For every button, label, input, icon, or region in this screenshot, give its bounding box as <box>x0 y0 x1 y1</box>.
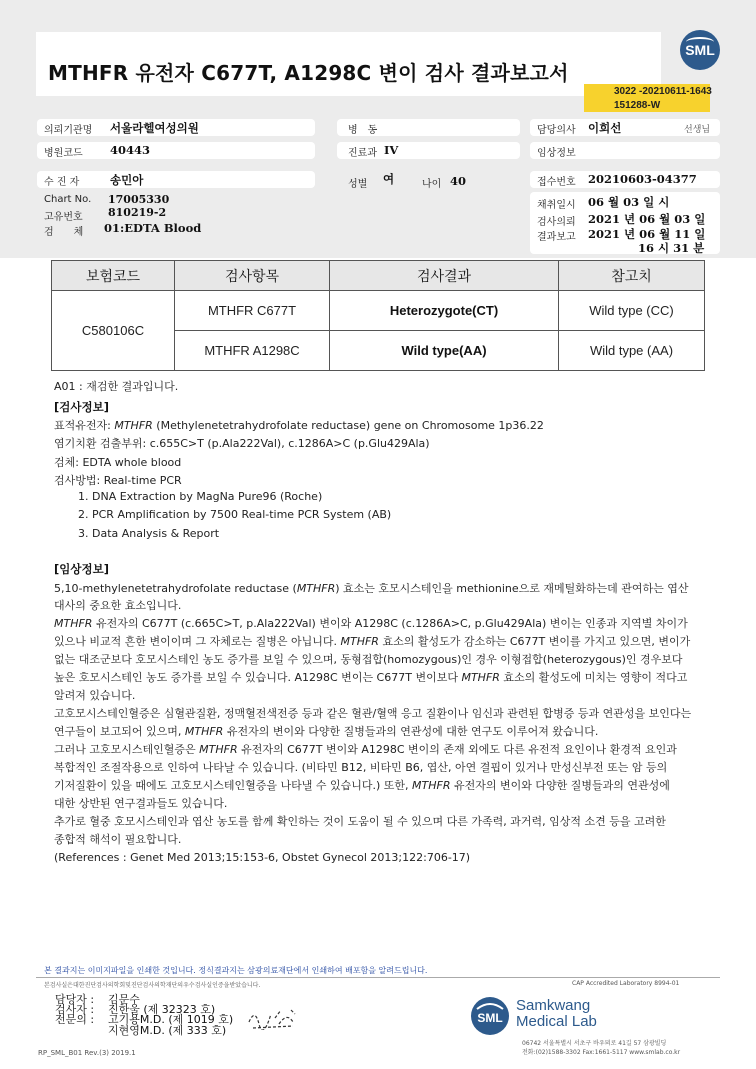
brand-line: Medical Lab <box>516 1013 597 1030</box>
paragraph-line <box>54 580 689 596</box>
responsible-name: 김문수 <box>108 993 140 1006</box>
hospital-code-label: 병원코드 <box>44 148 83 159</box>
section-test-info: [검사정보] <box>54 400 109 414</box>
chart-number: 17005330 <box>108 193 170 206</box>
paragraph-line <box>54 669 687 685</box>
text: 5,10-methylenetetrahydrofolate reductase ( <box>54 582 297 595</box>
specimen-value: 01:EDTA Blood <box>104 221 202 235</box>
results-table <box>51 260 705 371</box>
paragraph-line <box>54 723 598 739</box>
detection-site-line: 염기치환 검출부위: c.655C>T (p.Ala222Val), c.1286A>C (p.Glu429Ala) <box>54 437 430 450</box>
insurance-code: C580106C <box>52 291 175 371</box>
paragraph-line <box>54 633 690 649</box>
patient-label: 수 진 자 <box>44 177 80 188</box>
clinical-label: 임상정보 <box>537 148 576 159</box>
dept-value: IV <box>384 143 399 157</box>
text: ) 효소는 호모시스테인을 methionine으로 재메틸화하는데 관여하는 엽산 <box>335 582 689 595</box>
logo-text: SML <box>685 42 715 58</box>
receipt-number: 20210603-04377 <box>588 172 697 186</box>
paragraph-line: 추가로 혈중 호모시스테인과 엽산 농도를 함께 확인하는 것이 도움이 될 수 있으며 다른 가족력, 과거력, 임상적 소견 등을 고려한 <box>54 815 666 828</box>
report-date: 2021 년 06 월 11 일 <box>588 227 706 241</box>
test-result: Wild type(AA) <box>330 331 559 371</box>
hospital-code: 40443 <box>110 143 151 157</box>
gene-name: MTHFR <box>412 779 451 792</box>
text: (Methylenetetrahydrofolate reductase) gene on Chromosome 1p36.22 <box>152 419 544 432</box>
id-label: 고유번호 <box>44 212 83 223</box>
text: 유전자의 C677T (c.665C>T, p.Ala222Val) 변이와 A1298C (c.1286A>C, p.Glu429Ala) 변이는 인종과 지역별 차이가 <box>92 617 688 630</box>
report-code-line2: 151288-W <box>614 100 661 111</box>
text: 유전자의 C677T 변이와 A1298C 변이의 존재 외에도 다른 유전적 요인이나 환경적 요인과 <box>237 743 677 756</box>
svg-text:SML: SML <box>477 1011 503 1025</box>
text: 유전자의 변이와 다양한 질병들과의 연관성에 <box>450 779 670 792</box>
report-title: MTHFR 유전자 C677T, A1298C 변이 검사 결과보고서 <box>48 61 569 85</box>
text: 높은 호모시스테인 농도 증가를 보일 수 있습니다. A1298C 변이는 C677T 변이보다 <box>54 671 462 684</box>
hospital-name: 서울라헬여성의원 <box>110 121 199 135</box>
text: 있으나 비교적 흔한 변이이며 그 자체로는 질병은 아닙니다. <box>54 635 341 648</box>
method-step: 2. PCR Amplification by 7500 Real-time PCR System (AB) <box>78 508 392 521</box>
header-reference: 참고치 <box>559 261 705 291</box>
hospital-label: 의뢰기관명 <box>44 125 93 136</box>
paragraph-line: 대한 상반된 연구결과들도 있습니다. <box>54 797 228 810</box>
doctor-label: 담당의사 <box>537 125 576 136</box>
gene-name: MTHFR <box>461 671 500 684</box>
gene-name: MTHFR <box>199 743 238 756</box>
contact-line: 전화:(02)1588-3302 Fax:1661-5117 www.smlab.co.kr <box>522 1049 681 1056</box>
sml-logo <box>680 30 720 70</box>
header-test-item: 검사항목 <box>175 261 330 291</box>
reference-value: Wild type (CC) <box>559 291 705 331</box>
collect-label: 채취일시 <box>537 200 576 211</box>
report-code-line1: 3022 -20210611-1643 <box>614 86 712 97</box>
certification-note: 본검사실은대한진단검사의학회및진단검사의학재단의우수검사실인증을받았습니다. <box>44 982 261 989</box>
gene-name: MTHFR <box>184 725 224 738</box>
expert-2: 지현영M.D. (제 333 호) <box>108 1024 227 1037</box>
age-value: 40 <box>450 174 467 188</box>
sex-label: 성별 <box>348 179 368 190</box>
sex-value: 여 <box>383 172 395 186</box>
text: 효소의 활성도에 미치는 영향이 적다고 <box>499 671 688 684</box>
address-line: 06742 서울특별시 서초구 바우뫼로 41길 57 삼광빌딩 <box>522 1040 667 1047</box>
specimen-label: 검 체 <box>44 227 84 238</box>
tester-label: 검사자 : <box>55 1003 95 1016</box>
paragraph-line <box>54 777 670 793</box>
doctor-name: 이희선 <box>588 121 622 135</box>
age-label: 나이 <box>422 179 442 190</box>
report-time: 16 시 31 분 <box>638 241 705 255</box>
paragraph-line: 고호모시스테인혈증은 심혈관질환, 정맥혈전색전증 등과 같은 혈관/혈액 응고 질환이나 임신과 관련된 합병증 등과 연관성을 보인다는 <box>54 707 692 720</box>
brand-line: Samkwang <box>516 997 591 1014</box>
text: 연구들이 보고되어 있으며, <box>54 725 185 738</box>
text: 기저질환이 있을 때에도 고호모시스테인혈증을 나타낼 수 있습니다.) 또한, <box>54 779 413 792</box>
retest-note: A01 : 재검한 결과입니다. <box>54 380 179 393</box>
references: (References : Genet Med 2013;15:153-6, Obstet Gynecol 2013;122:706-17) <box>54 851 471 864</box>
gene-name: MTHFR <box>296 582 336 595</box>
paragraph-line: 대사의 중요한 효소입니다. <box>54 599 182 612</box>
reference-value: Wild type (AA) <box>559 331 705 371</box>
request-date: 2021 년 06 월 03 일 <box>588 212 706 226</box>
chart-label: Chart No. <box>44 194 92 205</box>
method-step: 1. DNA Extraction by MagNa Pure96 (Roche) <box>78 490 323 503</box>
paragraph-line: 없는 대조군보다 호모시스테인 농도 증가를 보일 수 있으며, 동형접합(homozygous)인 경우 이형접합(heterozygous)인 경우보다 <box>54 653 683 666</box>
section-clinical-info: [임상정보] <box>54 562 109 576</box>
method-line: 검사방법: Real-time PCR <box>54 474 182 487</box>
paragraph-line: 복합적인 조절작용으로 인하여 나타날 수 있습니다. (비타민 B12, 비타민 B6, 엽산, 아연 결핍이 있거나 만성신부전 또는 암 등의 <box>54 761 668 774</box>
header-test-result: 검사결과 <box>330 261 559 291</box>
print-notice: 본 결과지는 이미지파일을 인쇄한 것입니다. 정식결과지는 삼광의료재단에서 인쇄하여 배포함을 알려드립니다. <box>44 966 428 975</box>
test-result: Heterozygote(CT) <box>330 291 559 331</box>
text: 그러나 고호모시스테인혈증은 <box>54 743 200 756</box>
brand-name <box>516 998 597 1030</box>
sml-footer-logo <box>470 996 510 1036</box>
specimen-line: 검체: EDTA whole blood <box>54 456 182 469</box>
target-gene-line <box>54 417 544 433</box>
dept-label: 진료과 <box>348 148 377 159</box>
paragraph-line: 종합적 해석이 필요합니다. <box>54 833 182 846</box>
expert-1: 고기용M.D. (제 1019 호) <box>108 1013 234 1026</box>
header-insurance-code: 보험코드 <box>52 261 175 291</box>
text: 표적유전자: <box>54 419 115 432</box>
method-step: 3. Data Analysis & Report <box>78 527 220 540</box>
table-header-row <box>52 261 705 291</box>
gene-name: MTHFR <box>340 635 379 648</box>
paragraph-line <box>54 741 677 757</box>
table-row <box>52 291 705 331</box>
gene-name: MTHFR <box>114 419 153 432</box>
text: 효소의 활성도가 감소하는 C677T 변이를 가지고 있으면, 변이가 <box>378 635 691 648</box>
form-number: RP_SML_B01 Rev.(3) 2019.1 <box>38 1049 136 1057</box>
paragraph-line: 알려져 있습니다. <box>54 689 136 702</box>
report-label: 결과보고 <box>537 232 576 243</box>
tester-name: 진한울 (제 32323 호) <box>108 1003 216 1016</box>
ward-label: 병 동 <box>348 125 378 136</box>
request-label: 검사의뢰 <box>537 217 576 228</box>
signature-image <box>245 1004 305 1030</box>
doctor-suffix: 선생님 <box>684 125 711 135</box>
responsible-label: 담당자 : <box>55 993 95 1006</box>
cap-note: CAP Accredited Laboratory 8994-01 <box>572 980 680 987</box>
patient-name: 송민아 <box>110 173 144 187</box>
test-item: MTHFR C677T <box>175 291 330 331</box>
divider <box>36 977 720 978</box>
id-number: 810219-2 <box>108 206 167 219</box>
receipt-label: 접수번호 <box>537 177 576 188</box>
paragraph-line <box>54 615 688 631</box>
expert-label: 전문의 : <box>55 1013 95 1026</box>
text: 유전자의 변이와 다양한 질병들과의 연관성에 대한 연구도 이루어져 왔습니다. <box>223 725 599 738</box>
test-item: MTHFR A1298C <box>175 331 330 371</box>
gene-name: MTHFR <box>54 617 93 630</box>
collect-date: 06 월 03 일 시 <box>588 195 670 209</box>
